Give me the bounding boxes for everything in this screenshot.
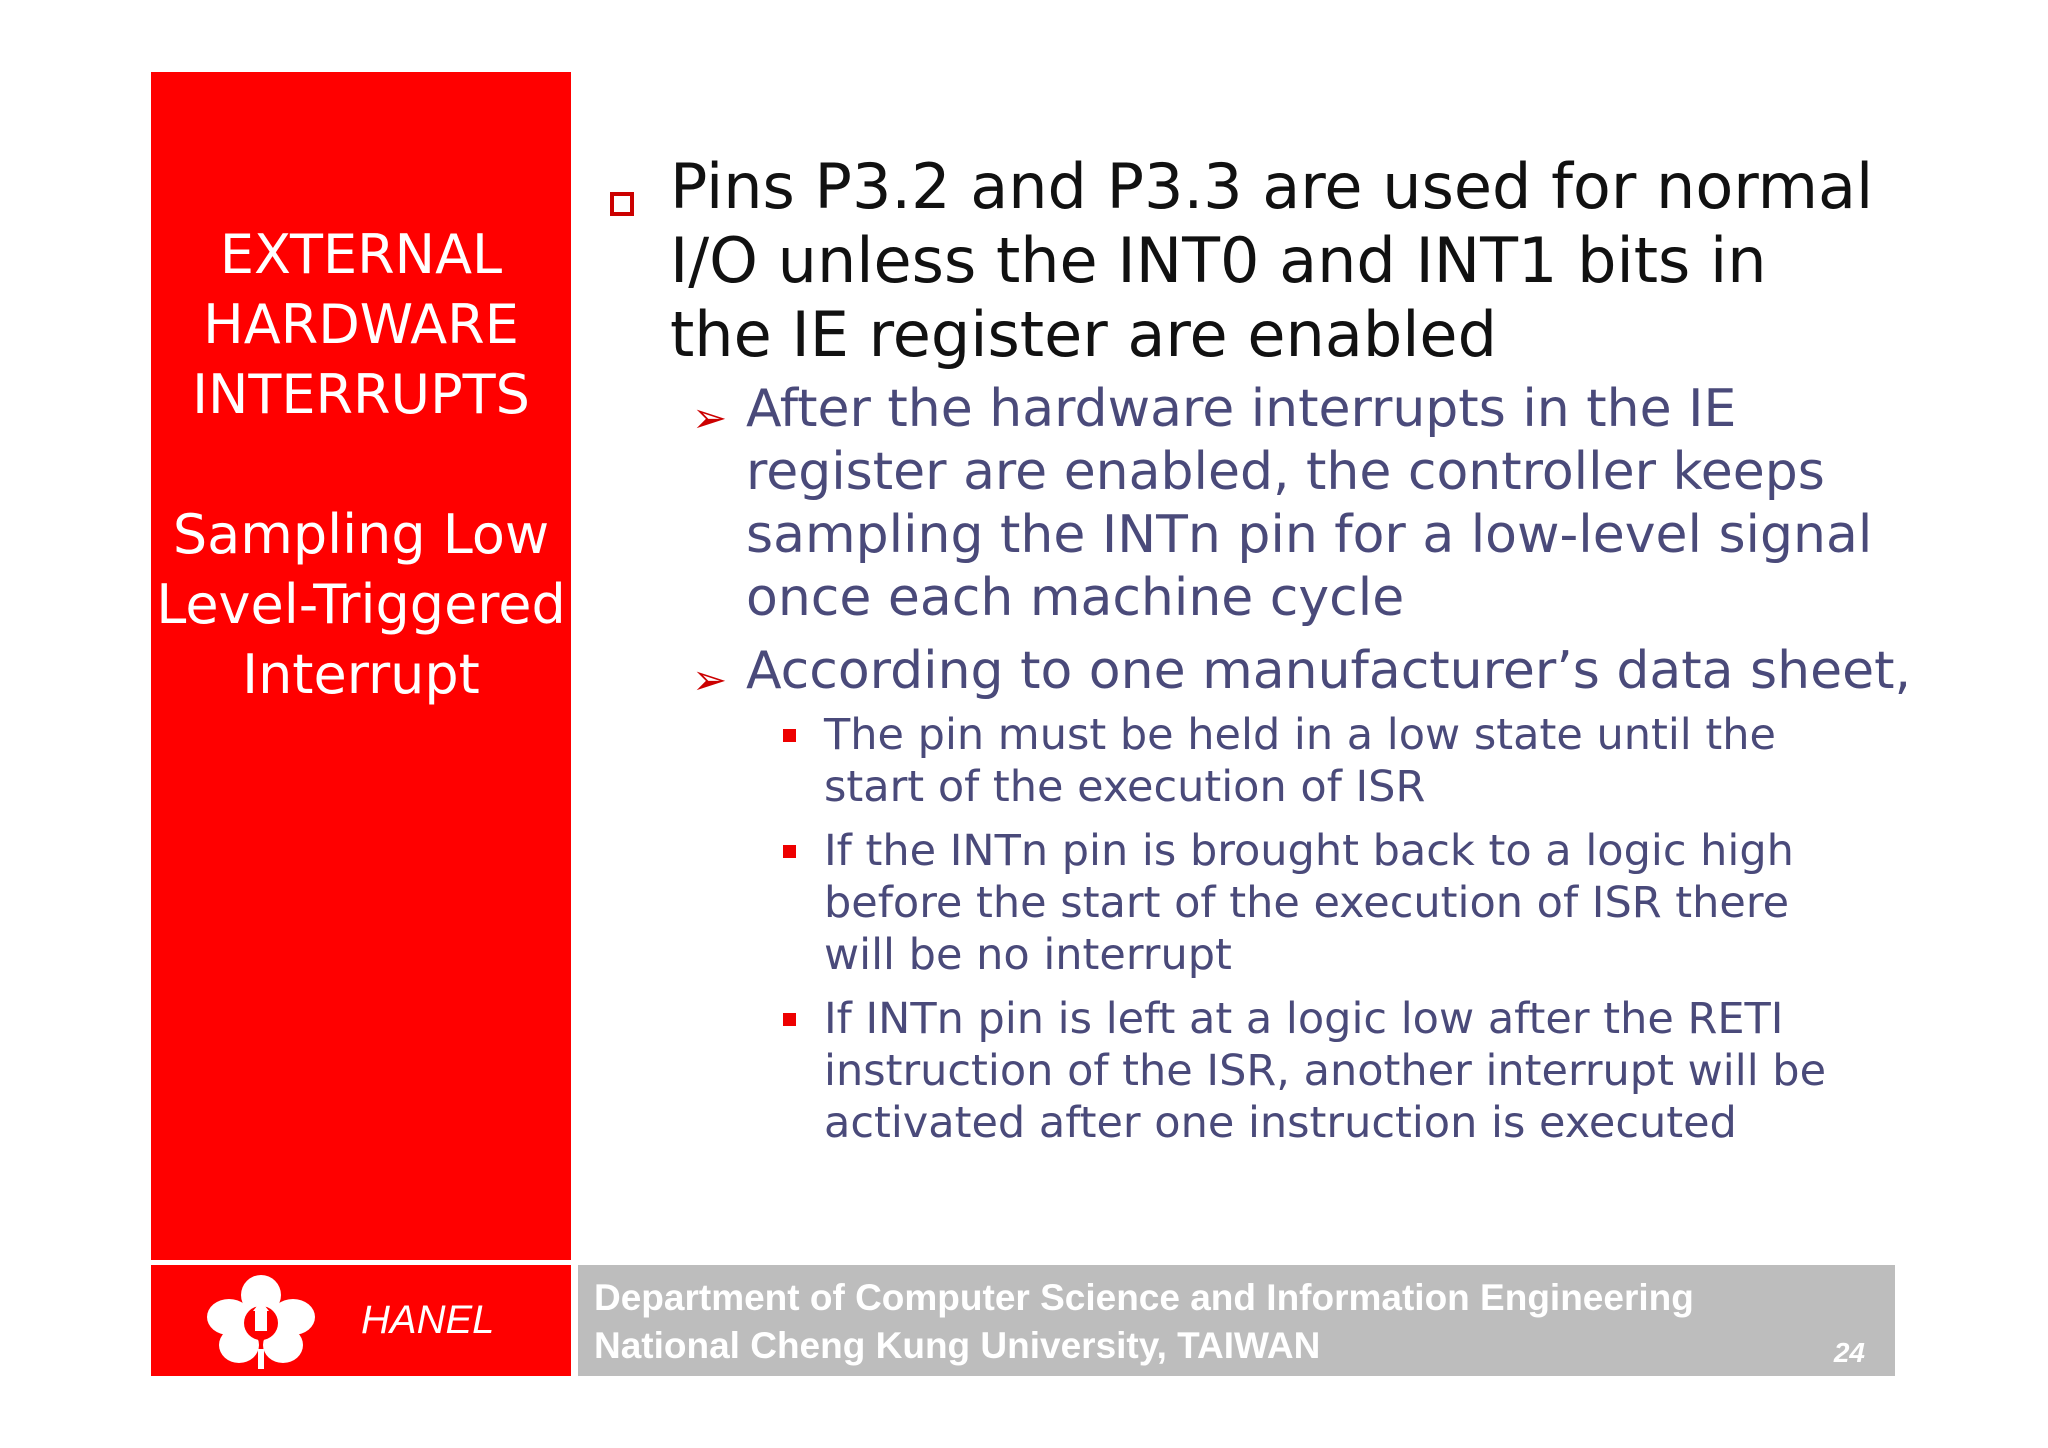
section-subtitle-line: Sampling Low [172,503,550,566]
sub-sub-bullet-text [824,825,1900,981]
slide-content [600,150,1911,1149]
section-title-line: INTERRUPTS [192,363,530,426]
arrowhead-icon: ➢ [692,393,728,442]
text-line: start of the execution of ISR [824,762,1426,812]
ncku-emblem-icon [203,1273,319,1369]
text-line: If the INTn pin is brought back to a logic high [824,826,1794,876]
footer-department: Department of Computer Science and Information Engineering [594,1277,1694,1318]
text-line: sampling the INTn pin for a low-level signal [746,505,1873,565]
text-line: instruction of the ISR, another interrupt will be [824,1046,1827,1096]
section-subtitle-line: Interrupt [242,643,480,706]
sub-sub-bullet-item [600,993,1900,1149]
sub-sub-bullet-item [600,709,1900,813]
filled-square-icon [783,729,796,742]
text-line: According to one manufacturer’s data sheet, [746,641,1911,701]
text-line: will be no interrupt [824,930,1232,980]
footer-logo-box [151,1265,571,1376]
footer-university: National Cheng Kung University, TAIWAN [594,1325,1321,1366]
filled-square-icon [783,1013,796,1026]
sub-sub-bullet-list [600,709,1900,1149]
section-title-line: EXTERNAL [219,223,503,286]
hollow-square-icon [610,192,634,216]
text-line: Pins P3.2 and P3.3 are used for normal [670,150,1874,223]
filled-square-icon [783,845,796,858]
page-number: 24 [1833,1337,1865,1368]
arrowhead-icon: ➢ [692,655,728,704]
sub-bullet-item [600,378,1900,630]
text-line: before the start of the execution of ISR there [824,878,1790,928]
sidebar-panel [151,72,571,1260]
text-line: The pin must be held in a low state until the [824,710,1776,760]
text-line: once each machine cycle [746,568,1405,628]
sub-sub-bullet-text [824,993,1900,1149]
sub-bullet-text [746,640,1911,703]
footer-bar [578,1265,1895,1376]
sub-sub-bullet-text [824,709,1900,813]
section-title-line: HARDWARE [203,293,519,356]
sub-bullet-item [600,640,1911,704]
text-line: If INTn pin is left at a logic low after the RETI [824,994,1784,1044]
sub-bullet-list [600,378,1911,1149]
sub-sub-bullet-item [600,825,1900,981]
bullet-item [600,150,1900,372]
text-line: After the hardware interrupts in the IE [746,379,1737,439]
text-line: register are enabled, the controller keeps [746,442,1825,502]
title-spacer [151,430,571,500]
text-line: I/O unless the INT0 and INT1 bits in [670,224,1767,297]
section-title [151,220,571,710]
logo-text: HANEL [361,1298,495,1342]
text-line: the IE register are enabled [670,298,1497,371]
bullet-text [670,150,1900,372]
section-subtitle-line: Level-Triggered [156,573,566,636]
text-line: activated after one instruction is executed [824,1098,1737,1148]
sub-bullet-text [746,378,1900,630]
